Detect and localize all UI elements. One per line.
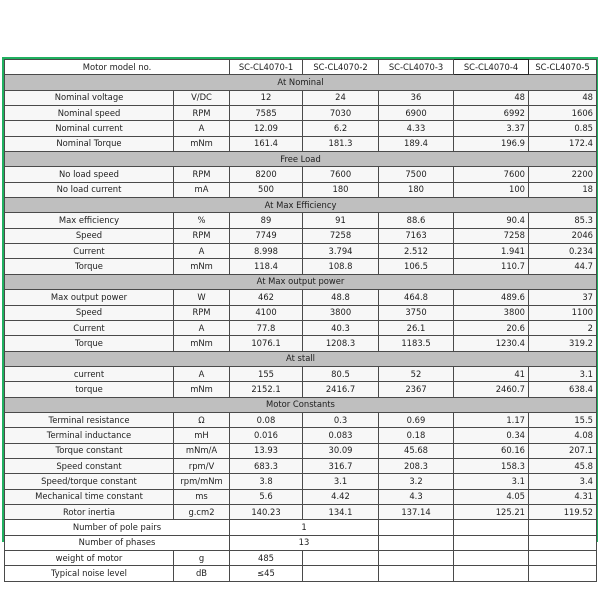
value-cell[interactable]: 464.8 — [379, 290, 454, 305]
value-cell[interactable]: 3750 — [379, 305, 454, 320]
model-label-cell: Motor model no. — [5, 60, 230, 75]
unit-cell[interactable]: A — [174, 366, 230, 381]
value-cell[interactable]: 189.4 — [379, 136, 454, 151]
value-cell[interactable]: 4.33 — [379, 121, 454, 136]
value-cell[interactable]: 0.08 — [230, 412, 303, 427]
value-cell[interactable]: 108.8 — [303, 259, 379, 274]
value-cell[interactable]: 8.998 — [230, 244, 303, 259]
value-cell[interactable]: 316.7 — [303, 458, 379, 473]
value-cell[interactable]: 155 — [230, 366, 303, 381]
empty-cell[interactable] — [454, 520, 529, 535]
section-header-row — [5, 152, 597, 167]
unit-cell[interactable]: g.cm2 — [174, 504, 230, 519]
table-row — [5, 228, 597, 243]
model-col-5[interactable]: SC-CL4070-5 — [529, 60, 597, 75]
value-cell[interactable]: 158.3 — [454, 458, 529, 473]
value-cell[interactable]: 4.08 — [529, 428, 597, 443]
value-cell[interactable]: 161.4 — [230, 136, 303, 151]
model-col-4[interactable]: SC-CL4070-4 — [454, 60, 529, 75]
value-cell[interactable]: 0.34 — [454, 428, 529, 443]
param-cell[interactable]: Nominal speed — [5, 106, 174, 121]
unit-cell[interactable]: mNm/A — [174, 443, 230, 458]
empty-cell[interactable] — [379, 566, 454, 581]
header-row — [5, 60, 597, 75]
empty-cell[interactable] — [529, 566, 597, 581]
value-cell[interactable]: 77.8 — [230, 320, 303, 335]
value-cell[interactable]: 462 — [230, 290, 303, 305]
param-cell[interactable]: Torque — [5, 336, 174, 351]
pole-pairs-row — [5, 520, 597, 535]
value-cell[interactable]: 18 — [529, 182, 597, 197]
value-cell[interactable]: 0.016 — [230, 428, 303, 443]
value-cell[interactable]: 1183.5 — [379, 336, 454, 351]
value-cell[interactable]: 0.3 — [303, 412, 379, 427]
value-cell[interactable]: 89 — [230, 213, 303, 228]
model-col-1[interactable]: SC-CL4070-1 — [230, 60, 303, 75]
section-title: At Nominal — [5, 75, 597, 90]
unit-cell[interactable]: mNm — [174, 382, 230, 397]
phases-row — [5, 535, 597, 550]
value-cell[interactable]: 1208.3 — [303, 336, 379, 351]
value-cell[interactable]: 12.09 — [230, 121, 303, 136]
value-cell[interactable]: 5.6 — [230, 489, 303, 504]
value-cell[interactable]: 12 — [230, 90, 303, 105]
value-cell[interactable]: 489.6 — [454, 290, 529, 305]
value-cell[interactable]: 0.234 — [529, 244, 597, 259]
value-cell[interactable]: 181.3 — [303, 136, 379, 151]
table-row — [5, 121, 597, 136]
table-row — [5, 366, 597, 381]
motor-spec-table — [4, 59, 597, 582]
value-cell[interactable]: 4.42 — [303, 489, 379, 504]
value-cell[interactable]: 30.09 — [303, 443, 379, 458]
value-cell[interactable]: 1100 — [529, 305, 597, 320]
unit-cell[interactable]: mA — [174, 182, 230, 197]
unit-cell[interactable]: ms — [174, 489, 230, 504]
param-cell[interactable]: Number of phases — [5, 535, 230, 550]
motor-spec-sheet — [2, 57, 598, 579]
table-row — [5, 382, 597, 397]
value-cell[interactable]: 2.512 — [379, 244, 454, 259]
unit-cell[interactable]: % — [174, 213, 230, 228]
table-row — [5, 320, 597, 335]
unit-cell[interactable]: rpm/mNm — [174, 474, 230, 489]
value-cell[interactable]: 638.4 — [529, 382, 597, 397]
value-cell[interactable]: 0.083 — [303, 428, 379, 443]
value-cell[interactable]: 2046 — [529, 228, 597, 243]
value-cell[interactable]: 6992 — [454, 106, 529, 121]
table-row — [5, 167, 597, 182]
value-cell[interactable]: 2 — [529, 320, 597, 335]
unit-cell[interactable]: RPM — [174, 228, 230, 243]
unit-cell[interactable]: mNm — [174, 259, 230, 274]
param-cell[interactable]: Rotor inertia — [5, 504, 174, 519]
empty-cell[interactable] — [529, 535, 597, 550]
value-cell[interactable]: 106.5 — [379, 259, 454, 274]
value-cell[interactable]: 2416.7 — [303, 382, 379, 397]
value-cell[interactable]: 90.4 — [454, 213, 529, 228]
unit-cell[interactable]: V/DC — [174, 90, 230, 105]
value-cell[interactable]: 110.7 — [454, 259, 529, 274]
value-cell[interactable]: 319.2 — [529, 336, 597, 351]
value-cell[interactable]: 1 — [230, 520, 379, 535]
param-cell[interactable]: Torque — [5, 259, 174, 274]
value-cell[interactable]: 100 — [454, 182, 529, 197]
section-header-row — [5, 351, 597, 366]
value-cell[interactable]: 3.1 — [529, 366, 597, 381]
value-cell[interactable]: 0.85 — [529, 121, 597, 136]
value-cell[interactable]: 40.3 — [303, 320, 379, 335]
value-cell[interactable]: 48 — [529, 90, 597, 105]
value-cell[interactable]: 2460.7 — [454, 382, 529, 397]
value-cell[interactable]: 91 — [303, 213, 379, 228]
table-row — [5, 412, 597, 427]
value-cell[interactable]: 172.4 — [529, 136, 597, 151]
table-row — [5, 244, 597, 259]
value-cell[interactable]: 7600 — [454, 167, 529, 182]
param-cell[interactable]: Current — [5, 244, 174, 259]
table-row — [5, 504, 597, 519]
value-cell[interactable]: 180 — [303, 182, 379, 197]
value-cell[interactable]: 500 — [230, 182, 303, 197]
section-title: At Max output power — [5, 274, 597, 289]
table-row — [5, 259, 597, 274]
value-cell[interactable]: 0.69 — [379, 412, 454, 427]
param-cell[interactable]: torque — [5, 382, 174, 397]
value-cell[interactable]: 6900 — [379, 106, 454, 121]
value-cell[interactable]: 45.8 — [529, 458, 597, 473]
empty-cell[interactable] — [454, 551, 529, 566]
empty-cell[interactable] — [529, 520, 597, 535]
unit-cell[interactable]: W — [174, 290, 230, 305]
empty-cell[interactable] — [379, 551, 454, 566]
unit-cell[interactable]: RPM — [174, 305, 230, 320]
value-cell[interactable]: 8200 — [230, 167, 303, 182]
value-cell[interactable]: 24 — [303, 90, 379, 105]
model-col-3[interactable]: SC-CL4070-3 — [379, 60, 454, 75]
empty-cell[interactable] — [379, 535, 454, 550]
unit-cell[interactable]: Ω — [174, 412, 230, 427]
value-cell[interactable]: 3800 — [303, 305, 379, 320]
value-cell[interactable]: 7163 — [379, 228, 454, 243]
unit-cell[interactable]: rpm/V — [174, 458, 230, 473]
value-cell[interactable]: 180 — [379, 182, 454, 197]
value-cell[interactable]: 7600 — [303, 167, 379, 182]
value-cell[interactable]: 48 — [454, 90, 529, 105]
value-cell[interactable]: 2367 — [379, 382, 454, 397]
section-header-row — [5, 274, 597, 289]
value-cell[interactable]: 1606 — [529, 106, 597, 121]
table-row — [5, 474, 597, 489]
value-cell[interactable]: 0.18 — [379, 428, 454, 443]
table-row — [5, 213, 597, 228]
weight-row — [5, 551, 597, 566]
table-row — [5, 336, 597, 351]
value-cell[interactable]: 208.3 — [379, 458, 454, 473]
value-cell[interactable]: 85.3 — [529, 213, 597, 228]
value-cell[interactable]: 7585 — [230, 106, 303, 121]
value-cell[interactable]: 4.05 — [454, 489, 529, 504]
value-cell[interactable]: 118.4 — [230, 259, 303, 274]
value-cell[interactable]: 3.1 — [454, 474, 529, 489]
value-cell[interactable]: 60.16 — [454, 443, 529, 458]
value-cell[interactable]: 1.17 — [454, 412, 529, 427]
value-cell[interactable]: 2152.1 — [230, 382, 303, 397]
unit-cell[interactable]: g — [174, 551, 230, 566]
value-cell[interactable]: 4.31 — [529, 489, 597, 504]
value-cell[interactable]: 6.2 — [303, 121, 379, 136]
param-cell[interactable]: Speed/torque constant — [5, 474, 174, 489]
unit-cell[interactable]: RPM — [174, 106, 230, 121]
value-cell[interactable]: 20.6 — [454, 320, 529, 335]
value-cell[interactable]: 140.23 — [230, 504, 303, 519]
value-cell[interactable]: 13 — [230, 535, 379, 550]
value-cell[interactable]: 3.8 — [230, 474, 303, 489]
value-cell[interactable]: 7258 — [454, 228, 529, 243]
empty-cell[interactable] — [303, 551, 379, 566]
param-cell[interactable]: Number of pole pairs — [5, 520, 230, 535]
section-title: At Max Efficiency — [5, 198, 597, 213]
noise-row — [5, 566, 597, 581]
value-cell[interactable]: 44.7 — [529, 259, 597, 274]
unit-cell[interactable]: mH — [174, 428, 230, 443]
value-cell[interactable]: 3.37 — [454, 121, 529, 136]
value-cell[interactable]: 1230.4 — [454, 336, 529, 351]
empty-cell[interactable] — [303, 566, 379, 581]
value-cell[interactable]: 207.1 — [529, 443, 597, 458]
value-cell[interactable]: 45.68 — [379, 443, 454, 458]
value-cell[interactable]: 3.794 — [303, 244, 379, 259]
unit-cell[interactable]: dB — [174, 566, 230, 581]
param-cell[interactable]: No load speed — [5, 167, 174, 182]
param-cell[interactable]: Mechanical time constant — [5, 489, 174, 504]
table-row — [5, 90, 597, 105]
table-row — [5, 182, 597, 197]
unit-cell[interactable]: A — [174, 121, 230, 136]
value-cell[interactable]: 36 — [379, 90, 454, 105]
value-cell[interactable]: 7749 — [230, 228, 303, 243]
unit-cell[interactable]: mNm — [174, 336, 230, 351]
section-title: Free Load — [5, 152, 597, 167]
unit-cell[interactable]: RPM — [174, 167, 230, 182]
unit-cell[interactable]: mNm — [174, 136, 230, 151]
value-cell[interactable]: 125.21 — [454, 504, 529, 519]
value-cell[interactable]: 26.1 — [379, 320, 454, 335]
value-cell[interactable]: 683.3 — [230, 458, 303, 473]
value-cell[interactable]: 119.52 — [529, 504, 597, 519]
param-cell[interactable]: Speed — [5, 228, 174, 243]
empty-cell[interactable] — [454, 535, 529, 550]
param-cell[interactable]: No load current — [5, 182, 174, 197]
section-title: At stall — [5, 351, 597, 366]
param-cell[interactable]: Terminal resistance — [5, 412, 174, 427]
value-cell[interactable]: 1076.1 — [230, 336, 303, 351]
param-cell[interactable]: Torque constant — [5, 443, 174, 458]
param-cell[interactable]: Terminal inductance — [5, 428, 174, 443]
param-cell[interactable]: weight of motor — [5, 551, 174, 566]
value-cell[interactable]: 2200 — [529, 167, 597, 182]
param-cell[interactable]: current — [5, 366, 174, 381]
section-header-row — [5, 75, 597, 90]
param-cell[interactable]: Nominal current — [5, 121, 174, 136]
value-cell[interactable]: 7258 — [303, 228, 379, 243]
table-row — [5, 290, 597, 305]
value-cell[interactable]: 80.5 — [303, 366, 379, 381]
param-cell[interactable]: Typical noise level — [5, 566, 174, 581]
value-cell[interactable]: 15.5 — [529, 412, 597, 427]
unit-cell[interactable]: A — [174, 244, 230, 259]
section-header-row — [5, 198, 597, 213]
value-cell[interactable]: 41 — [454, 366, 529, 381]
model-col-2[interactable]: SC-CL4070-2 — [303, 60, 379, 75]
section-header-row — [5, 397, 597, 412]
param-cell[interactable]: Current — [5, 320, 174, 335]
param-cell[interactable]: Max output power — [5, 290, 174, 305]
table-row — [5, 136, 597, 151]
empty-cell[interactable] — [529, 551, 597, 566]
value-cell[interactable]: 88.6 — [379, 213, 454, 228]
value-cell[interactable]: 4100 — [230, 305, 303, 320]
value-cell[interactable]: 3800 — [454, 305, 529, 320]
table-row — [5, 305, 597, 320]
value-cell[interactable]: 1.941 — [454, 244, 529, 259]
value-cell[interactable]: 37 — [529, 290, 597, 305]
param-cell[interactable]: Nominal Torque — [5, 136, 174, 151]
empty-cell[interactable] — [454, 566, 529, 581]
param-cell[interactable]: Speed — [5, 305, 174, 320]
value-cell[interactable]: ≤45 — [230, 566, 303, 581]
value-cell[interactable]: 7030 — [303, 106, 379, 121]
param-cell[interactable]: Speed constant — [5, 458, 174, 473]
table-row — [5, 489, 597, 504]
value-cell[interactable]: 3.4 — [529, 474, 597, 489]
value-cell[interactable]: 13.93 — [230, 443, 303, 458]
value-cell[interactable]: 52 — [379, 366, 454, 381]
value-cell[interactable]: 485 — [230, 551, 303, 566]
table-row — [5, 428, 597, 443]
value-cell[interactable]: 48.8 — [303, 290, 379, 305]
value-cell[interactable]: 3.1 — [303, 474, 379, 489]
value-cell[interactable]: 3.2 — [379, 474, 454, 489]
value-cell[interactable]: 7500 — [379, 167, 454, 182]
param-cell[interactable]: Max efficiency — [5, 213, 174, 228]
empty-cell[interactable] — [379, 520, 454, 535]
value-cell[interactable]: 137.14 — [379, 504, 454, 519]
unit-cell[interactable]: A — [174, 320, 230, 335]
value-cell[interactable]: 4.3 — [379, 489, 454, 504]
table-row — [5, 106, 597, 121]
section-title: Motor Constants — [5, 397, 597, 412]
table-row — [5, 458, 597, 473]
param-cell[interactable]: Nominal voltage — [5, 90, 174, 105]
table-row — [5, 443, 597, 458]
value-cell[interactable]: 196.9 — [454, 136, 529, 151]
value-cell[interactable]: 134.1 — [303, 504, 379, 519]
